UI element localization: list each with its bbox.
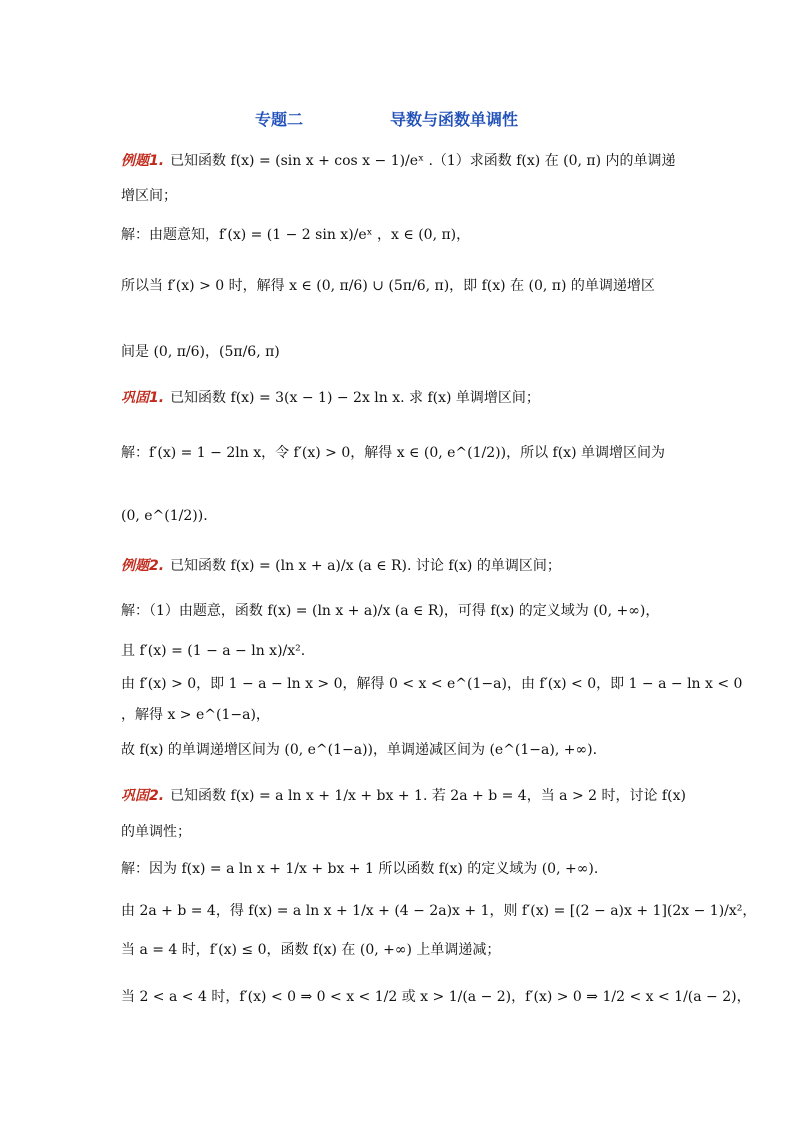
- text-line: ，解得 x > e^(1−a)，: [121, 707, 270, 723]
- example1-statement: [121, 148, 681, 174]
- text-line: 由 f′(x) > 0，即 1 − a − ln x > 0，解得 0 < x < e^(1−a)，由 f′(x) < 0，即 1 − a − ln x < 0: [121, 676, 743, 692]
- exercise1-statement: [121, 388, 681, 408]
- page-title: [0, 107, 794, 131]
- exercise2-solution-1: [121, 856, 681, 882]
- text-line: 间是 (0, π/6)，(5π/6, π): [121, 344, 280, 360]
- example1-solution-3: [121, 338, 681, 366]
- text-line: 解：因为 f(x) = a ln x + 1/x + bx + 1 所以函数 f(x) 的定义域为 (0, +∞).: [121, 861, 599, 877]
- example2-solution-4: [121, 705, 681, 725]
- exercise1-text: 已知函数 f(x) = 3(x − 1) − 2x ln x. 求 f(x) 单调增区间；: [170, 390, 540, 406]
- example1-solution-1: [121, 222, 681, 248]
- example1-tag: 例题1.: [121, 153, 165, 169]
- example2-statement: [121, 553, 681, 579]
- exercise1-solution-2: [121, 503, 681, 529]
- example2-solution-3: [121, 674, 743, 694]
- example1-solution-2: [121, 272, 681, 300]
- text-line: (0, e^(1/2)).: [121, 508, 208, 524]
- example1-text: 已知函数 f(x) = (sin x + cos x − 1)/eˣ .（1）求函数 f(x) 在 (0, π) 内的单调递: [170, 153, 676, 169]
- text-line: 当 a = 4 时，f′(x) ≤ 0，函数 f(x) 在 (0, +∞) 上单调递减；: [121, 942, 501, 958]
- example2-tag: 例题2.: [121, 558, 165, 574]
- exercise1-solution-1: [121, 440, 681, 466]
- title-subject: 导数与函数单调性: [390, 110, 519, 129]
- example2-solution-2: [121, 638, 681, 664]
- text-line: 由 2a + b = 4，得 f(x) = a ln x + 1/x + (4 − 2a)x + 1，则 f′(x) = [(2 − a)x + 1](2x − 1)/x²，: [121, 903, 757, 919]
- text-line: 解：由题意知，f′(x) = (1 − 2 sin x)/eˣ ，x ∈ (0, π)，: [121, 227, 471, 243]
- exercise2-statement: [121, 783, 686, 809]
- text-line: 故 f(x) 的单调递增区间为 (0, e^(1−a))，单调递减区间为 (e^(1−a), +∞).: [121, 742, 598, 758]
- exercise1-tag: 巩固1.: [121, 390, 165, 406]
- example2-text: 已知函数 f(x) = (ln x + a)/x (a ∈ R). 讨论 f(x) 的单调区间；: [170, 558, 561, 574]
- exercise2-tag: 巩固2.: [121, 788, 165, 804]
- text-line: 所以当 f′(x) > 0 时，解得 x ∈ (0, π/6) ∪ (5π/6, π)，即 f(x) 在 (0, π) 的单调递增区: [121, 278, 655, 294]
- exercise2-text: 已知函数 f(x) = a ln x + 1/x + bx + 1. 若 2a + b = 4，当 a > 2 时，讨论 f(x): [170, 788, 686, 804]
- text-line: 当 2 < a < 4 时，f′(x) < 0 ⇒ 0 < x < 1/2 或 x > 1/(a − 2)，f′(x) > 0 ⇒ 1/2 < x < 1/(a − 2)，: [121, 989, 751, 1005]
- exercise2-solution-4: [121, 984, 751, 1010]
- text-line: 且 f′(x) = (1 − a − ln x)/x².: [121, 643, 306, 659]
- text-line: 的单调性；: [121, 824, 191, 840]
- text-line: 增区间；: [121, 188, 177, 204]
- title-topic: 专题二: [255, 110, 304, 129]
- exercise2-solution-2: [121, 898, 757, 924]
- example2-solution-5: [121, 740, 681, 760]
- exercise2-solution-3: [121, 940, 681, 960]
- text-line: 解：f′(x) = 1 − 2ln x，令 f′(x) > 0，解得 x ∈ (0, e^(1/2))，所以 f(x) 单调增区间为: [121, 445, 665, 461]
- exercise2-statement-cont: [121, 822, 681, 842]
- example1-statement-cont: [121, 186, 681, 206]
- example2-solution-1: [121, 598, 681, 624]
- text-line: 解：（1）由题意，函数 f(x) = (ln x + a)/x (a ∈ R)，可得 f(x) 的定义域为 (0, +∞)，: [121, 603, 660, 619]
